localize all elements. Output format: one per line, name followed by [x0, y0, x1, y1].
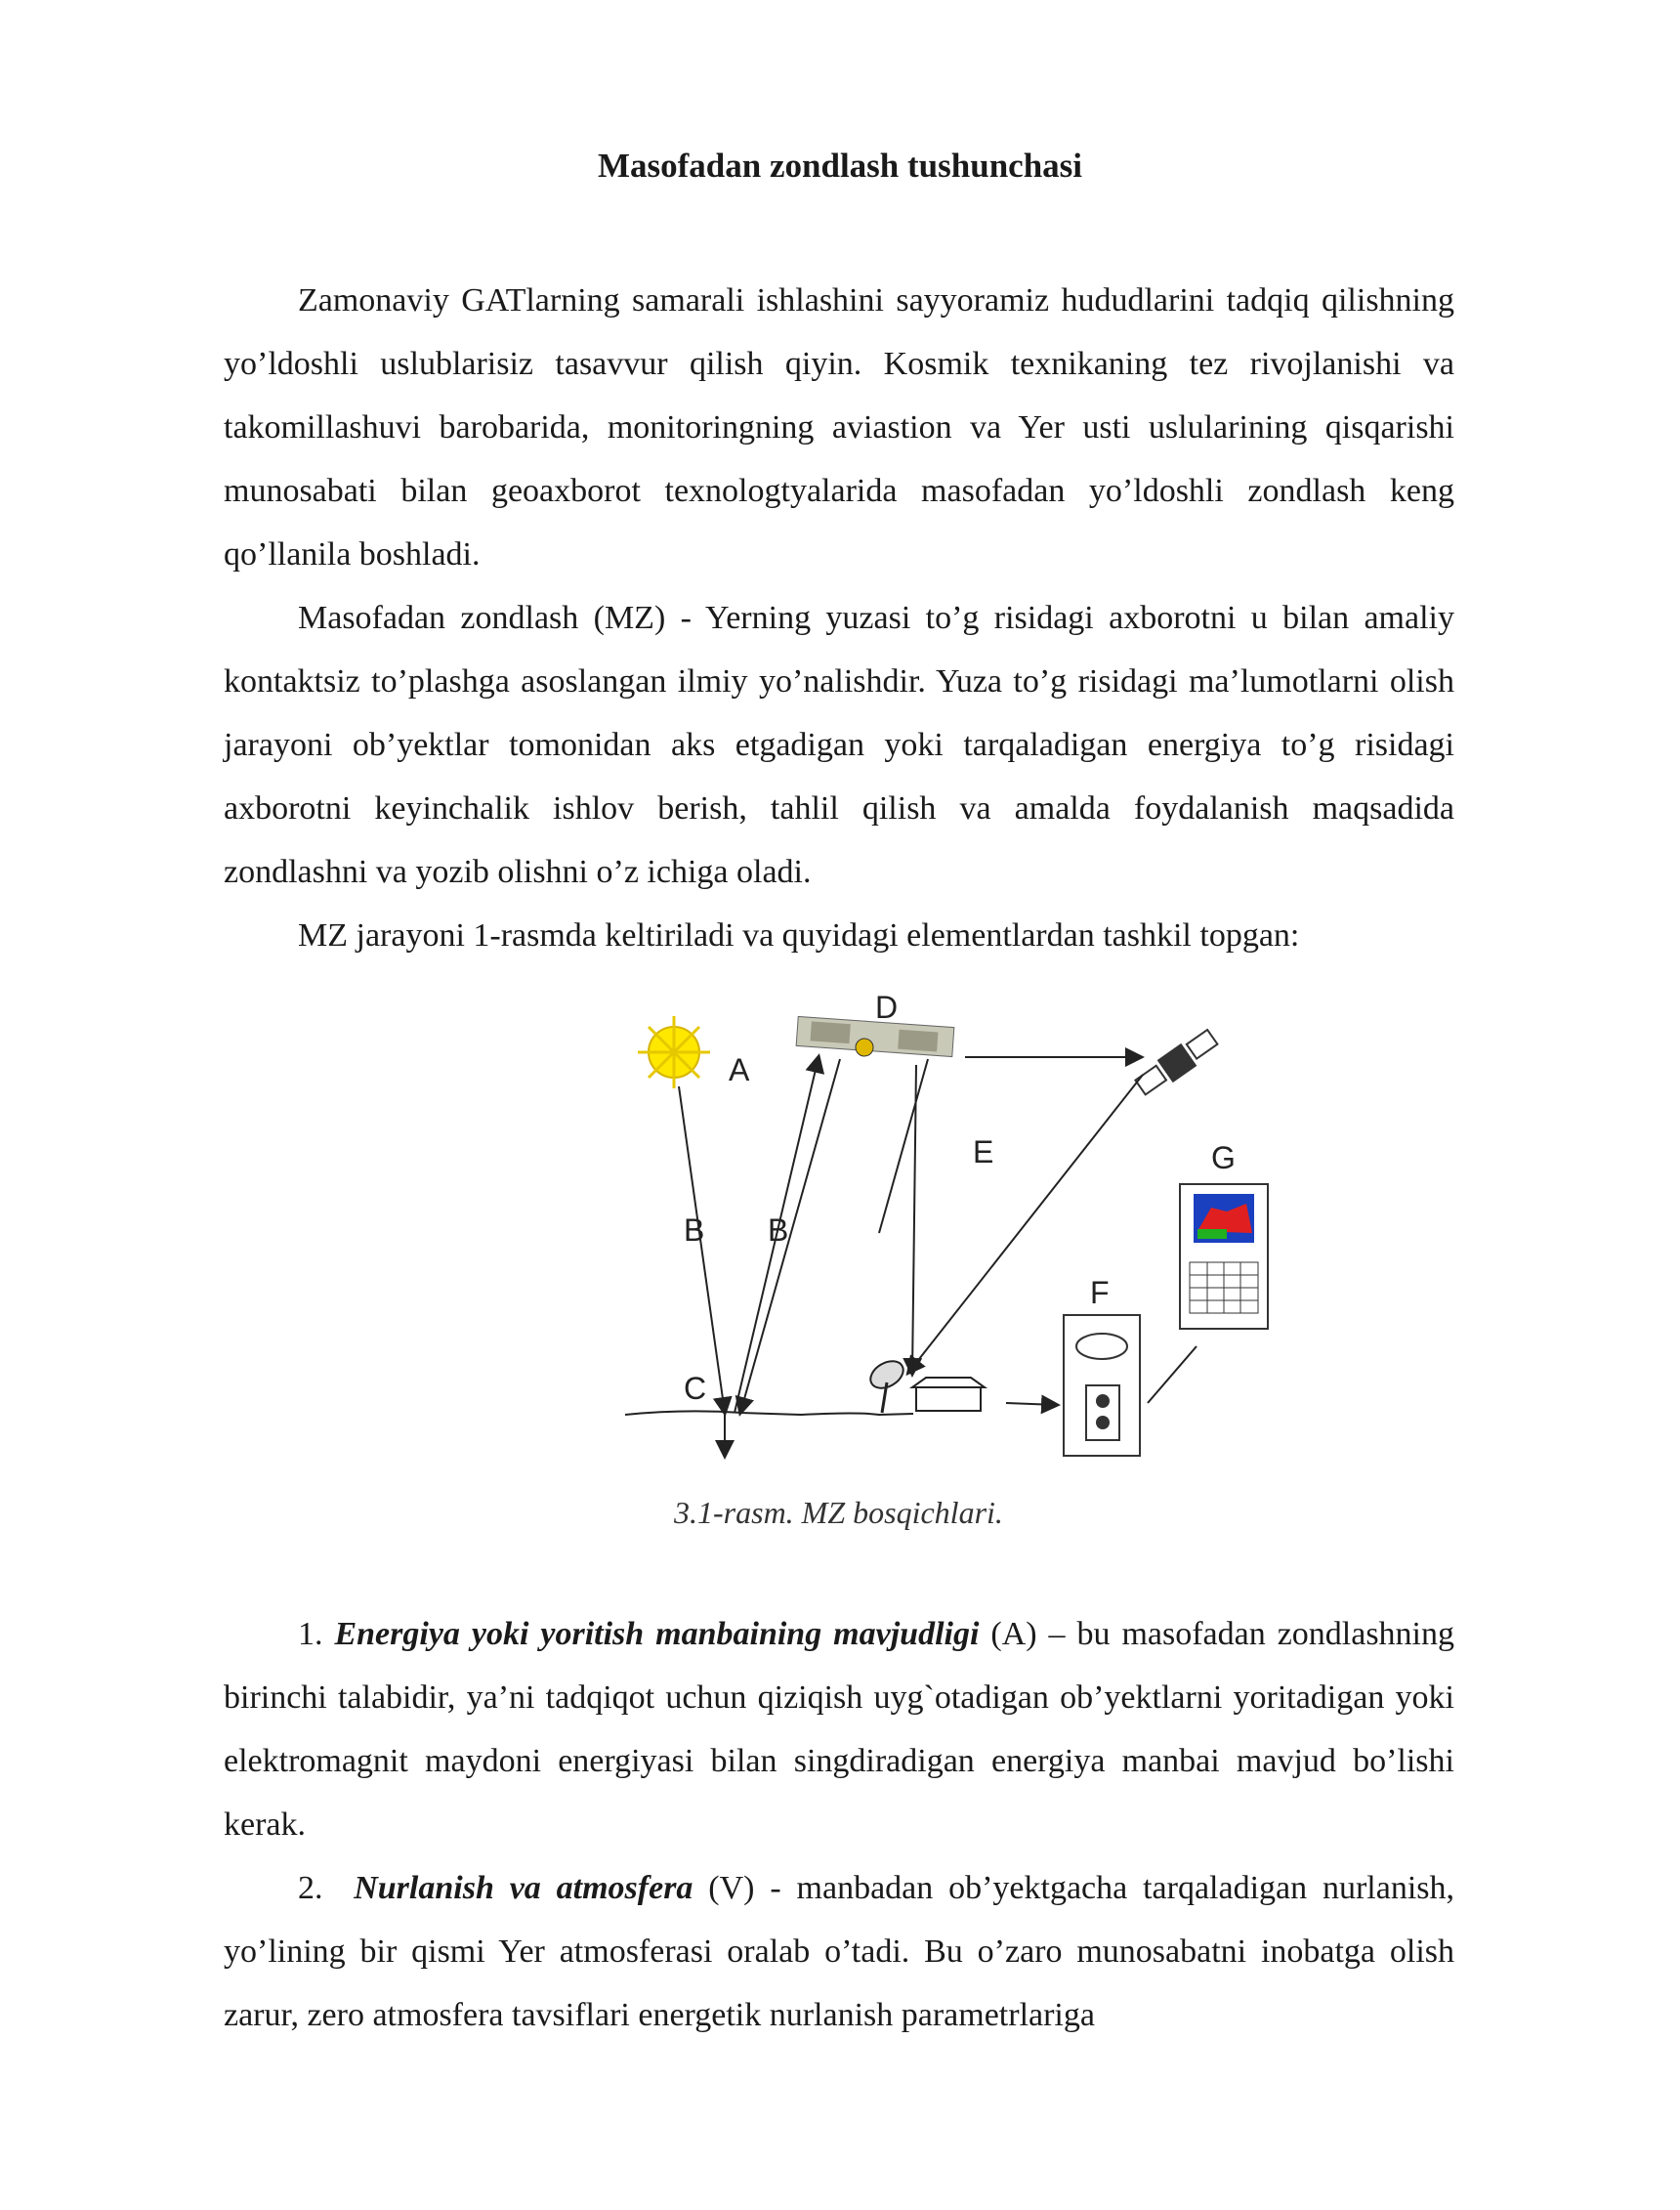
ground-station-icon — [865, 1356, 985, 1413]
remote-sensing-diagram — [606, 977, 1236, 1563]
label-b-1: B — [684, 1212, 705, 1248]
processing-box-icon — [1064, 1315, 1140, 1456]
label-f: F — [1090, 1275, 1110, 1310]
sun-icon — [638, 1016, 710, 1088]
intro-text — [224, 269, 1454, 967]
label-a: A — [729, 1052, 750, 1087]
label-c: C — [684, 1371, 707, 1406]
application-monitor-icon — [1180, 1184, 1268, 1329]
list-item: 1. Energiya yoki yoritish manbaining mavjudligi (A) – bu masofadan zondlashning birinchi talabidir, ya’ni tadqiqot uchun qiziqish uyg`otadigan ob’yektlarni yoritadigan yoki elektromagnit maydoni energiyasi bilan singdiradigan energiya manbai mavjud bo’lishi kerak. — [224, 1616, 1454, 1843]
numbered-list — [224, 1602, 1454, 2047]
label-d: D — [875, 990, 899, 1025]
paragraph-1: Zamonaviy GATlarning samarali ishlashini sayyoramiz hududlarini tadqiq qilishning yo’ldoshli uslublarisiz tasavvur qilish qiyin. Kosmik texnikaning tez rivojlanishi va takomillashuvi barobarida, monitoringning aviastion va Yer usti uslularining qisqarishi munosabati bilan geoaxborot texnologtyalarida masofadan yo’ldoshli zondlash keng qo’llanila boshladi. — [224, 282, 1454, 573]
ground-line — [625, 1411, 913, 1415]
figure-caption: 3.1-rasm. MZ bosqichlari. — [674, 1495, 1003, 1530]
label-e: E — [973, 1134, 994, 1169]
label-g: G — [1211, 1140, 1236, 1175]
paragraph-3: MZ jarayoni 1-rasmda keltiriladi va quyidagi elementlardan tashkil topgan: — [298, 917, 1300, 954]
satellite-icon — [1133, 1027, 1221, 1100]
page-title: Masofadan zondlash tushunchasi — [598, 147, 1082, 185]
paragraph-2: Masofadan zondlash (MZ) - Yerning yuzasi to’g risidagi axborotni u bilan amaliy kontaktsiz to’plashga asoslangan ilmiy yo’nalishdir. Yuza to’g risidagi ma’lumotlarni olish jarayoni ob’yektlar tomonidan aks etgadigan yoki tarqaladigan energiya to’g risidagi axborotni keyinchalik ishlov berish, tahlil qilish va amalda foydalanish maqsadida zondlashni va yozib olishni o’z ichiga oladi. — [224, 600, 1454, 890]
list-item: 2. Nurlanish va atmosfera (V) - manbadan ob’yektgacha tarqaladigan nurlanish, yo’lining bir qismi Yer atmosferasi oralab o’tadi. Bu o’zaro munosabatni inobatga olish zarur, zero atmosfera tavsiflari energetik nurlanish parametrlariga — [224, 1870, 1455, 2033]
label-b-2: B — [768, 1212, 789, 1248]
